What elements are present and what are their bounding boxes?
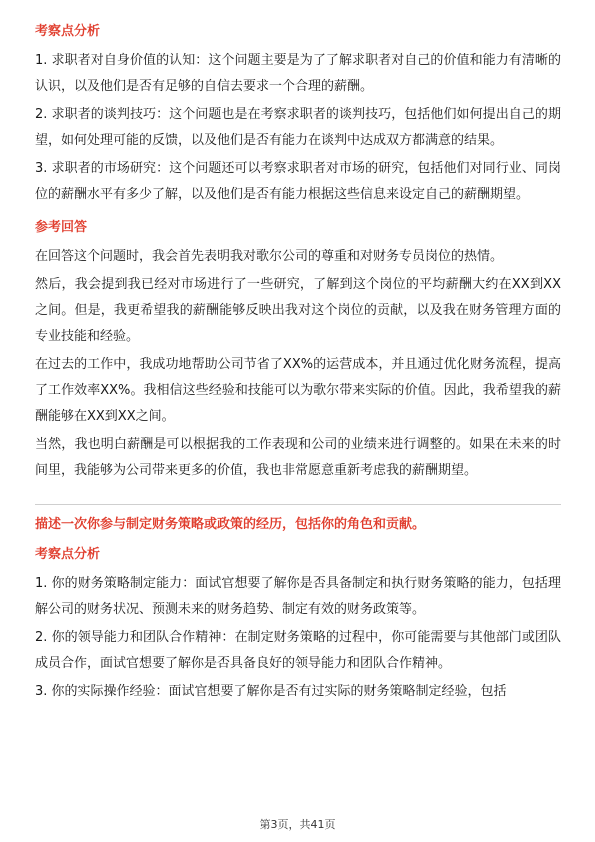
section1-analysis-heading: 考察点分析 [35,24,101,39]
answer-paragraph: 在回答这个问题时，我会首先表明我对歌尔公司的尊重和对财务专员岗位的热情。 [35,249,504,264]
section2-analysis-item: 2. 你的领导能力和团队合作精神：在制定财务策略的过程中，你可能需要与其他部门或团队成员合作，面试官想要了解你是否具备良好的领导能力和团队合作精神。 [35,630,561,671]
section2-analysis-heading: 考察点分析 [35,547,101,562]
answer-paragraph: 然后，我会提到我已经对市场进行了一些研究，了解到这个岗位的平均薪酬大约在XX到XX之间。但是，我更希望我的薪酬能够反映出我对这个岗位的贡献，以及我在财务管理方面的专业技能和经验。 [35,277,561,344]
answer-paragraph: 在过去的工作中，我成功地帮助公司节省了XX%的运营成本，并且通过优化财务流程，提高了工作效率XX%。我相信这些经验和技能可以为歌尔带来实际的价值。因此，我希望我的薪酬能够在XX到XX之间。 [35,357,561,424]
page-number-label: 第3页，共41页 [259,818,336,831]
page-content [35,22,561,707]
section2-question: 描述一次你参与制定财务策略或政策的经历，包括你的角色和贡献。 [35,517,426,532]
section2-analysis-item: 3. 你的实际操作经验：面试官想要了解你是否有过实际的财务策略制定经验，包括 [35,684,507,699]
section1-analysis-item: 3. 求职者的市场研究：这个问题还可以考察求职者对市场的研究，包括他们对同行业、同岗位的薪酬水平有多少了解，以及他们是否有能力根据这些信息来设定自己的薪酬期望。 [35,161,561,202]
answer-paragraph: 当然，我也明白薪酬是可以根据我的工作表现和公司的业绩来进行调整的。如果在未来的时间里，我能够为公司带来更多的价值，我也非常愿意重新考虑我的薪酬期望。 [35,437,561,478]
section1-analysis-item: 1. 求职者对自身价值的认知：这个问题主要是为了了解求职者对自己的价值和能力有清晰的认识，以及他们是否有足够的自信去要求一个合理的薪酬。 [35,53,561,94]
page-footer [0,816,595,832]
section1-answer-heading: 参考回答 [35,220,88,235]
spacer [35,210,561,218]
section1-analysis-item: 2. 求职者的谈判技巧：这个问题也是在考察求职者的谈判技巧，包括他们如何提出自己的期望，如何处理可能的反馈，以及他们是否有能力在谈判中达成双方都满意的结果。 [35,107,561,148]
section-divider [35,504,561,505]
section2-analysis-item: 1. 你的财务策略制定能力：面试官想要了解你是否具备制定和执行财务策略的能力，包括理解公司的财务状况、预测未来的财务趋势、制定有效的财务政策等。 [35,576,561,617]
